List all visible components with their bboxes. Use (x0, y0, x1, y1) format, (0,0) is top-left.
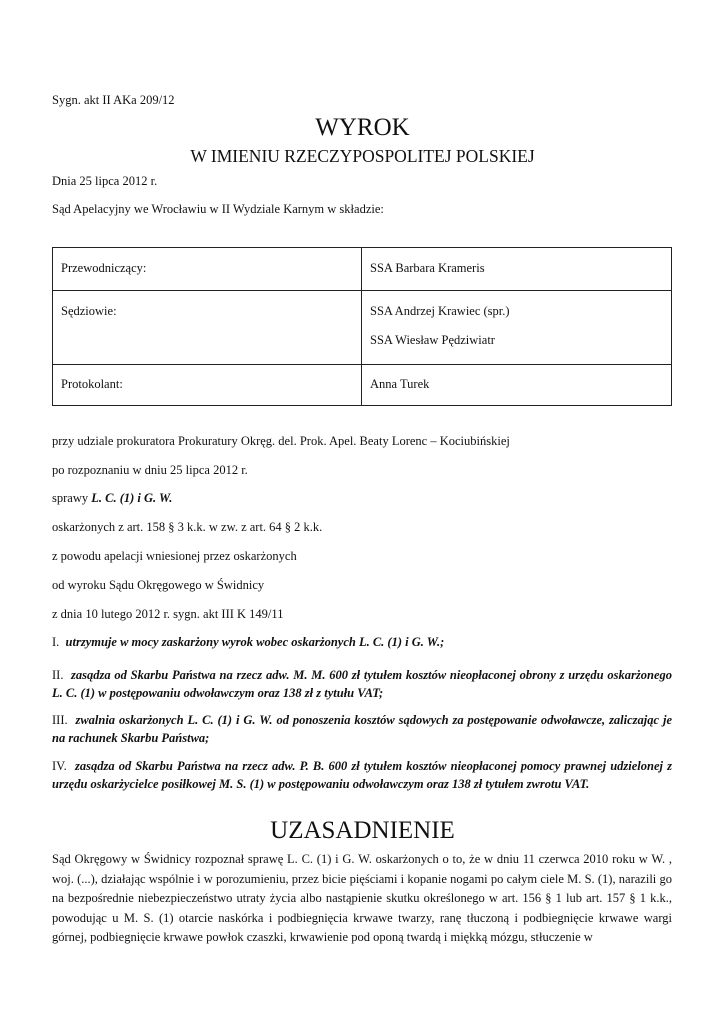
ruling-number: III. (52, 713, 68, 727)
ruling-text: zasądza od Skarbu Państwa na rzecz adw. P. B. 600 zł tytułem kosztów nieopłaconej pomocy prawnej udzielonej z urzędu oskarżycielce posiłkowej M. S. (1) w postępowaniu odwoławczym oraz 138 zł tytułem zwrotu VAT. (52, 759, 672, 791)
ruling-number: II. (52, 668, 64, 682)
clerk-label: Protokolant: (61, 377, 123, 391)
judge-2: SSA Wiesław Pędziwiatr (370, 333, 495, 347)
considered-line: po rozpoznaniu w dniu 25 lipca 2012 r. (52, 463, 248, 477)
ruling-item-1 (52, 633, 672, 651)
charges-line: oskarżonych z art. 158 § 3 k.k. w zw. z art. 64 § 2 k.k. (52, 520, 323, 534)
table-row (53, 291, 672, 365)
clerk-value: Anna Turek (370, 377, 430, 391)
reasons-title: UZASADNIENIE (270, 817, 455, 844)
court-composition-table (52, 247, 672, 406)
table-row (53, 248, 672, 291)
judgment-date-line: z dnia 10 lutego 2012 r. sygn. akt III K 149/11 (52, 607, 284, 621)
document-title: WYROK (315, 114, 410, 141)
ruling-text: utrzymuje w mocy zaskarżony wyrok wobec oskarżonych L. C. (1) i G. W.; (65, 635, 445, 649)
document-subtitle: W IMIENIU RZECZYPOSPOLITEJ POLSKIEJ (190, 146, 535, 166)
presiding-value: SSA Barbara Krameris (370, 261, 485, 275)
judges-label: Sędziowie: (61, 304, 117, 318)
ruling-number: IV. (52, 759, 67, 773)
court-line: Sąd Apelacyjny we Wrocławiu w II Wydziale Karnym w składzie: (52, 202, 384, 216)
ruling-number: I. (52, 635, 60, 649)
ruling-item-4 (52, 757, 672, 793)
ruling-text: zwalnia oskarżonych L. C. (1) i G. W. od ponoszenia kosztów sądowych za postępowanie odwoławcze, zaliczając je na rachunek Skarbu Państwa; (52, 713, 672, 745)
case-line (52, 490, 172, 506)
prosecutor-line: przy udziale prokuratora Prokuratury Okręg. del. Prok. Apel. Beaty Lorenc – Kociubińskiej (52, 434, 510, 448)
judge-1: SSA Andrzej Krawiec (spr.) (370, 304, 510, 318)
case-prefix: sprawy (52, 491, 92, 505)
appeal-line: z powodu apelacji wniesionej przez oskarżonych (52, 549, 297, 563)
judgment-date: Dnia 25 lipca 2012 r. (52, 174, 158, 188)
case-signature: Sygn. akt II AKa 209/12 (52, 93, 175, 107)
ruling-item-2 (52, 666, 672, 702)
presiding-label: Przewodniczący: (61, 261, 147, 275)
ruling-text: zasądza od Skarbu Państwa na rzecz adw. M. M. 600 zł tytułem kosztów nieopłaconej obrony z urzędu oskarżonego L. C. (1) w postępowaniu odwoławczym oraz 138 zł z tytułu VAT; (52, 668, 673, 700)
table-row (53, 365, 672, 406)
ruling-item-3 (52, 711, 672, 747)
judgment-of-line: od wyroku Sądu Okręgowego w Świdnicy (52, 578, 265, 592)
case-parties: L. C. (1) i G. W. (91, 491, 173, 505)
reasons-body: Sąd Okręgowy w Świdnicy rozpoznał sprawę L. C. (1) i G. W. oskarżonych o to, że w dniu 11 czerwca 2010 roku w W. , woj. (...), działając wspólnie i w porozumieniu, przez bicie pięściami i kopanie nogami po całym ciele M. S. (1), narazili go na bezpośrednie niebezpieczeństwo utraty życia albo nastąpienie skutku określonego w art. 156 § 1 lub art. 157 § 1 k.k., powodując u M. S. (1) otarcie naskórka i podbiegnięcia krwawe twarzy, ranę tłuczoną i podbiegnięcie krwawe wargi górnej, podbiegnięcie krwawe powłok czaszki, krwawienie pod oponą twardą i miękką mózgu, stłuczenie w (52, 852, 672, 944)
